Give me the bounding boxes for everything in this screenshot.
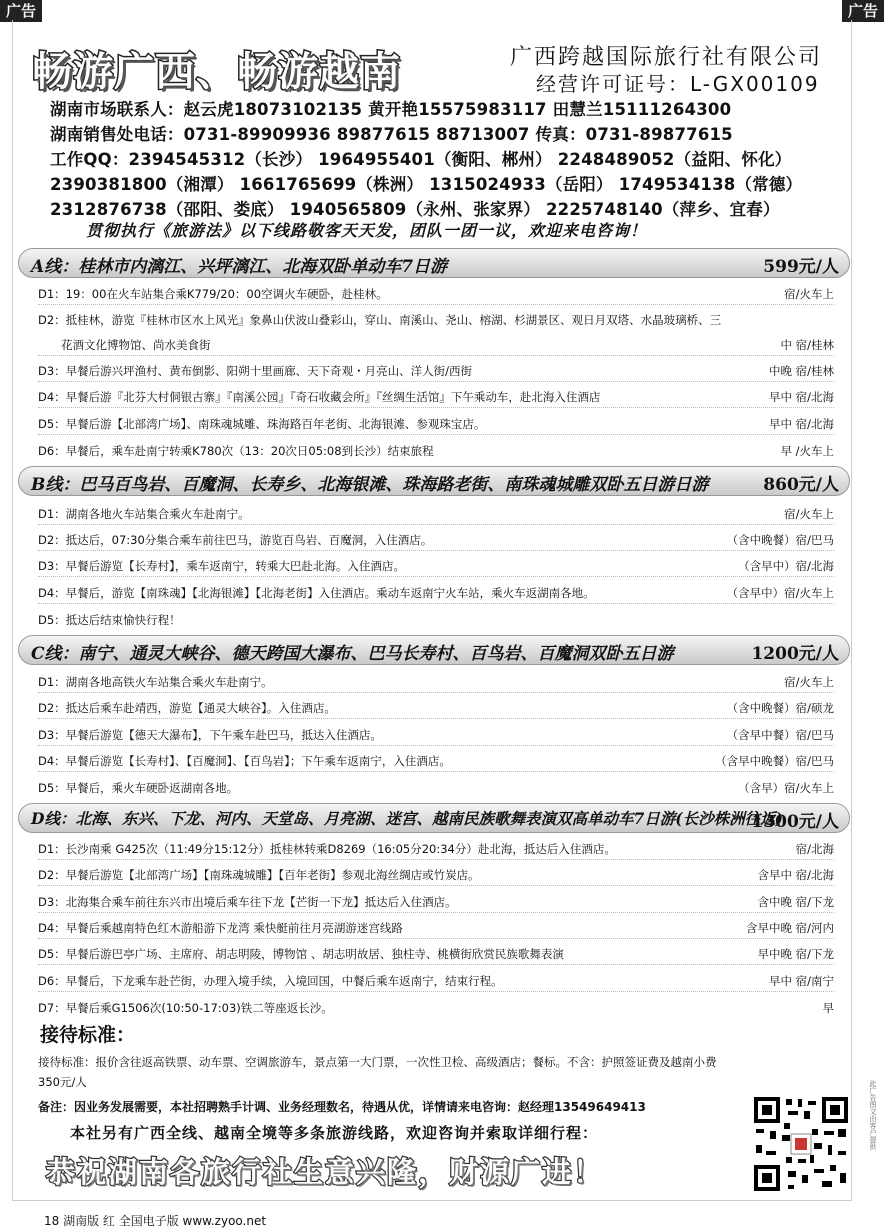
divider	[38, 550, 834, 551]
route-title: B线：巴马百鸟岩、百魔洞、长寿乡、北海银滩、珠海路老街、南珠魂城雕双卧五日游日游	[31, 475, 709, 495]
motto: 贯彻执行《旅游法》以下线路敬客天天发，团队一团一议，欢迎来电咨询！	[86, 221, 648, 240]
itinerary-row: D5：早餐后，乘火车硬卧返湖南各地。 （含早）宿/火车上	[38, 781, 834, 795]
divider	[38, 991, 834, 992]
itinerary-row: D5：早餐后游巴亭广场、主席府、胡志明陵，博物馆 、胡志明故居、独柱寺、桃横街欣赏民族歌舞表演 早中晚 宿/下龙	[38, 947, 834, 961]
divider	[38, 912, 834, 913]
itinerary-row: D4：早餐后游『北芬大村侗银古寨』『南溪公园』『奇石收藏会所』『丝绸生活馆』下午乘动车，赴北海入住酒店 早中 宿/北海	[38, 390, 834, 404]
itinerary-row: D5：抵达后结束愉快行程！	[38, 613, 181, 627]
itinerary-row: D3：早餐后游览【德天大瀑布】，下午乘车赴巴马，抵达入住酒店。 （含早中餐）宿/巴马	[38, 728, 834, 742]
itinerary-row: D4：早餐后游览【长寿村】、【百魔洞】、【百鸟岩】；下午乘车返南宁，入住酒店。 （含早中晚餐）宿/巴马	[38, 754, 834, 768]
itinerary-row: D3：早餐后游览【长寿村】，乘车返南宁，转乘大巴赴北海。入住酒店。 （含早中）宿/北海	[38, 559, 834, 573]
route-title: C线：南宁、通灵大峡谷、德天跨国大瀑布、巴马长寿村、百鸟岩、百魔洞双卧五日游	[31, 644, 674, 664]
divider	[38, 524, 834, 525]
ad-tag-right: 广告	[842, 0, 884, 22]
slogan-headline: 畅游广西、畅游越南	[32, 49, 401, 95]
contact-people: 湖南市场联系人：赵云虎18073102135 黄开艳15575983117 田慧兰15111264300	[50, 100, 732, 119]
divider	[38, 355, 834, 356]
contact-qq-2: 2390381800（湘潭） 1661765699（株洲） 1315024933（岳阳） 1749534138（常德）	[50, 175, 803, 194]
itinerary-row: D3：早餐后游兴坪渔村、黄布倒影、阳朔十里画廊、天下奇观・月亮山、洋人街/西街 中晚 宿/桂林	[38, 364, 834, 378]
recruit-note: 备注：因业务发展需要，本社招聘熟手计调、业务经理数名，待遇从优，详情请来电咨询：赵经理13549649413	[38, 1100, 646, 1114]
route-bar-d	[18, 803, 850, 833]
itinerary-row: D1：19：00在火车站集合乘K779/20：00空调火车硬卧，赴桂林。 宿/火车上	[38, 287, 834, 301]
divider	[38, 771, 834, 772]
itinerary-row: D2：抵达后，07:30分集合乘车前往巴马，游览百鸟岩、百魔洞，入住酒店。 （含中晚餐）宿/巴马	[38, 533, 834, 547]
divider	[38, 938, 834, 939]
page-footer: 18 湖南版 红 全国电子版 www.zyoo.net	[44, 1214, 267, 1228]
route-price: 1300元/人	[751, 812, 839, 832]
route-title: A线：桂林市内漓江、兴坪漓江、北海双卧单动车7日游	[31, 257, 448, 277]
divider	[38, 859, 834, 860]
more-routes-note: 本社另有广西全线、越南全境等多条旅游线路，欢迎咨询并索取详细行程：	[70, 1124, 599, 1142]
itinerary-row: D2：早餐后游览【北部湾广场】【南珠魂城雕】【百年老街】参观北海丝绸店或竹炭店。 含早中 宿/北海	[38, 868, 834, 882]
ad-tag-left: 广告	[0, 0, 42, 22]
greeting-banner: 恭祝湖南各旅行社生意兴隆，财源广进！	[46, 1155, 605, 1189]
divider	[38, 434, 834, 435]
divider	[38, 885, 834, 886]
route-bar-c	[18, 635, 850, 665]
contact-qq-1: 工作QQ：2394545312（长沙） 1964955401（衡阳、郴州） 2248489052（益阳、怀化）	[50, 150, 792, 169]
itinerary-row: D3：北海集合乘车前往东兴市出境后乘车往下龙【芒街一下龙】抵达后入住酒店。 含中晚 宿/下龙	[38, 895, 834, 909]
divider	[38, 576, 834, 577]
itinerary-row: D2：抵桂林，游览『桂林市区水上风光』象鼻山伏波山叠彩山，穿山、南溪山、尧山、榕湖、杉湖景区、观日月双塔、水晶玻璃桥、三	[38, 313, 722, 327]
qr-code-icon	[752, 1095, 850, 1193]
divider	[38, 745, 834, 746]
itinerary-row: D6：早餐后，下龙乘车赴芒街，办理入境手续，入境回国，中餐后乘车返南宁，结束行程。 早中 宿/南宁	[38, 974, 834, 988]
divider	[38, 407, 834, 408]
route-price: 599元/人	[763, 257, 839, 277]
itinerary-row: D5：早餐后游【北部湾广场】、南珠魂城雕、珠海路百年老街、北海银滩、参观珠宝店。 早中 宿/北海	[38, 417, 834, 431]
divider	[38, 718, 834, 719]
itinerary-row: D4：早餐后，游览【南珠魂】【北海银滩】【北海老街】入住酒店。乘动车返南宁火车站，乘火车返湖南各地。 （含早中）宿/火车上	[38, 586, 834, 600]
license-number: 经营许可证号：L-GX00109	[536, 72, 820, 96]
route-bar-b	[18, 466, 850, 496]
itinerary-row: 花酒文化博物馆、尚水美食街 中 宿/桂林	[38, 338, 834, 352]
itinerary-row: D6：早餐后，乘车赴南宁转乘K780次（13：20次日05:08到长沙）结束旅程 早 /火车上	[38, 444, 834, 458]
divider	[38, 381, 834, 382]
company-name: 广西跨越国际旅行社有限公司	[510, 45, 823, 70]
divider	[38, 603, 834, 604]
divider	[38, 964, 834, 965]
route-title: D线：北海、东兴、下龙、河内、天堂岛、月亮湖、迷宫、越南民族歌舞表演双高单动车7日游(长沙株洲往返)	[31, 809, 783, 828]
standard-text-2: 350元/人	[38, 1075, 87, 1089]
standard-text: 接待标准：报价含往返高铁票、动车票、空调旅游车，景点第一大门票，一次性卫检、高级酒店；餐标。不含：护照签证费及越南小费	[38, 1055, 717, 1069]
itinerary-row: D7：早餐后乘G1506次(10:50-17:03)铁二等座返长沙。 早	[38, 1001, 834, 1015]
contact-phone: 湖南销售处电话：0731-89909936 89877615 88713007 传真：0731-89877615	[50, 125, 733, 144]
itinerary-row: D1：长沙南乘 G425次（11:49分15:12分）抵桂林转乘D8269（16:05分20:34分）赴北海，抵达后入住酒店。 宿/北海	[38, 842, 834, 856]
route-price: 1200元/人	[751, 644, 839, 664]
route-price: 860元/人	[763, 475, 839, 495]
itinerary-row: D2：抵达后乘车赴靖西，游览【通灵大峡谷】。入住酒店。 （含中晚餐）宿/硕龙	[38, 701, 834, 715]
contact-qq-3: 2312876738（邵阳、娄底） 1940565809（永州、张家界） 2225748140（萍乡、宜春）	[50, 200, 780, 219]
route-bar-a	[18, 248, 850, 278]
divider	[38, 304, 834, 305]
itinerary-row: D1：湖南各地高铁火车站集合乘火车赴南宁。 宿/火车上	[38, 675, 834, 689]
itinerary-row: D1：湖南各地火车站集合乘火车赴南宁。 宿/火车上	[38, 507, 834, 521]
standard-heading: 接待标准：	[40, 1024, 136, 1046]
divider	[38, 692, 834, 693]
side-disclaimer: 此广告图文由客户提供	[869, 1080, 877, 1150]
itinerary-row: D4：早餐后乘越南特色红木游船游下龙湾 乘快艇前往月亮湖游迷宫线路 含早中晚 宿/河内	[38, 921, 834, 935]
